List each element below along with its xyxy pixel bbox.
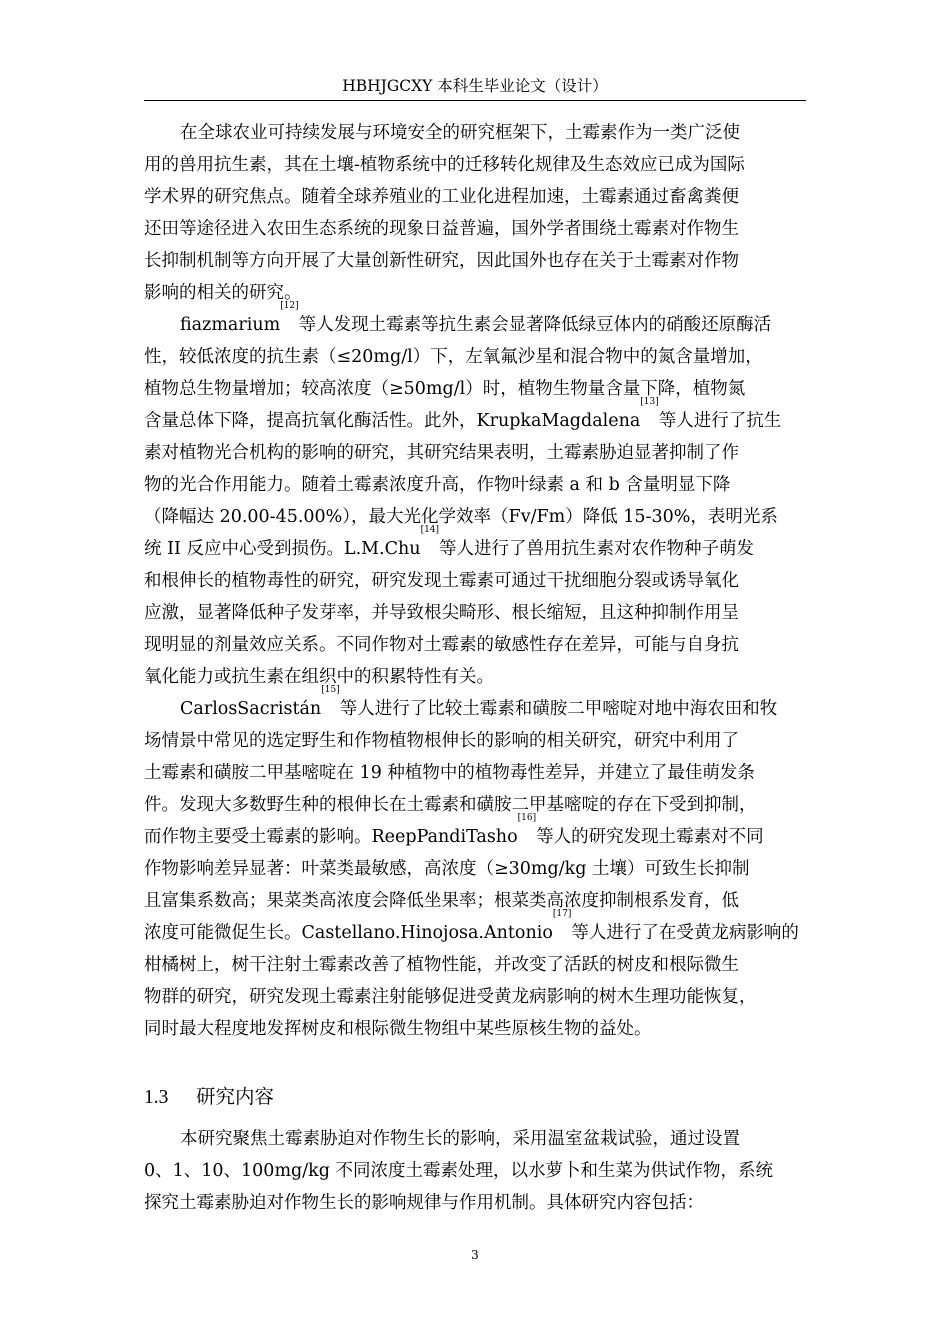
line-text: 素对植物光合机构的影响的研究，其研究结果表明，土霉素胁迫显著抑制了作 (144, 443, 739, 463)
text-line (144, 1123, 806, 1155)
text-line (144, 469, 806, 501)
line-text: fiazmarium (180, 315, 281, 335)
text-line (144, 685, 806, 725)
page-number: 3 (471, 1248, 479, 1262)
text-line (144, 853, 806, 885)
line-text: 作物影响差异显著：叶菜类最敏感，高浓度（≥30mg/kg 土壤）可致生长抑制 (144, 859, 750, 879)
text-line (144, 149, 806, 181)
text-line (144, 437, 806, 469)
line-text: 柑橘树上，树干注射土霉素改善了植物性能，并改变了活跃的树皮和根际微生 (144, 955, 739, 975)
line-text: 等人进行了比较土霉素和磺胺二甲嘧啶对地中海农田和牧 (339, 699, 778, 719)
text-line (144, 981, 806, 1013)
text-line (144, 1155, 806, 1187)
line-text: 场情景中常见的选定野生和作物植物根伸长的影响的相关研究，研究中利用了 (144, 731, 739, 751)
line-text: 浓度可能微促生长。Castellano.Hinojosa.Antonio (144, 923, 553, 943)
line-text: 等人进行了抗生 (658, 411, 782, 431)
line-text: 学术界的研究焦点。随着全球养殖业的工业化进程加速，土霉素通过畜禽粪便 (144, 187, 739, 207)
text-line (144, 213, 806, 245)
line-text: 等人进行了在受黄龙病影响的 (571, 923, 799, 943)
line-text: 等人发现土霉素等抗生素会显著降低绿豆体内的硝酸还原酶活 (298, 315, 772, 335)
text-line (144, 1187, 806, 1219)
section-heading (144, 1082, 274, 1113)
text-line (144, 1013, 806, 1045)
text-line (144, 789, 806, 821)
line-text: 影响的相关的研究。 (144, 283, 302, 303)
line-text: 且富集系数高；果菜类高浓度会降低坐果率；根菜类高浓度抑制根系发育，低 (144, 891, 739, 911)
line-text: 含量总体下降，提高抗氧化酶活性。此外，KrupkaMagdalena (144, 411, 641, 431)
citation-ref: [14] (420, 525, 440, 535)
paragraph (144, 301, 806, 693)
citation-ref: [12] (280, 301, 299, 311)
line-text: 植物总生物量增加；较高浓度（≥50mg/l）时，植物生物量含量下降，植物氮 (144, 379, 746, 399)
line-text: 现明显的剂量效应关系。不同作物对土霉素的敏感性存在差异，可能与自身抗 (144, 635, 739, 655)
line-text: 件。发现大多数野生种的根伸长在土霉素和磺胺二甲基嘧啶的存在下受到抑制， (144, 795, 757, 815)
line-text: 和根伸长的植物毒性的研究，研究发现土霉素可通过干扰细胞分裂或诱导氧化 (144, 571, 739, 591)
text-line (144, 661, 806, 693)
section-number: 1.3 (144, 1087, 169, 1108)
text-line (144, 909, 806, 949)
line-text: 氧化能力或抗生素在组织中的积累特性有关。 (144, 667, 494, 687)
section-body-text (144, 1123, 806, 1219)
citation-ref: [16] (517, 813, 537, 823)
text-line (144, 949, 806, 981)
text-line (144, 525, 806, 565)
text-line (144, 373, 806, 405)
line-text: 长抑制机制等方向开展了大量创新性研究，因此国外也存在关于土霉素对作物 (144, 251, 739, 271)
text-line (144, 277, 806, 309)
line-text: 用的兽用抗生素，其在土壤-植物系统中的迁移转化规律及生态效应已成为国际 (144, 155, 745, 175)
text-line (144, 597, 806, 629)
text-line (144, 757, 806, 789)
text-line (144, 565, 806, 597)
line-text: 而作物主要受土霉素的影响。ReepPandiTasho (144, 827, 518, 847)
line-text: 探究土霉素胁迫对作物生长的影响规律与作用机制。具体研究内容包括： (144, 1193, 704, 1213)
section-title-text: 研究内容 (196, 1085, 275, 1108)
line-text: 土霉素和磺胺二甲基嘧啶在 19 种植物中的植物毒性差异，并建立了最佳萌发条 (144, 763, 755, 783)
line-text: 物的光合作用能力。随着土霉素浓度升高，作物叶绿素 a 和 b 含量明显下降 (144, 475, 731, 495)
line-text: 物群的研究，研究发现土霉素注射能够促进受黄龙病影响的树木生理功能恢复， (144, 987, 757, 1007)
line-text: 应激，显著降低种子发芽率，并导致根尖畸形、根长缩短，且这种抑制作用呈 (144, 603, 739, 623)
text-line (144, 501, 806, 533)
text-line (144, 117, 806, 149)
text-line (144, 885, 806, 917)
line-text: 性，较低浓度的抗生素（≤20mg/l）下，左氧氟沙星和混合物中的氮含量增加， (144, 347, 763, 367)
text-line (144, 629, 806, 661)
line-text: 0、1、10、100mg/kg 不同浓度土霉素处理，以水萝卜和生菜为供试作物，系统 (144, 1161, 773, 1181)
header-rule (144, 100, 806, 101)
text-line (144, 245, 806, 277)
line-text: 等人的研究发现土霉素对不同 (536, 827, 764, 847)
text-line (144, 181, 806, 213)
text-line (144, 397, 806, 437)
citation-ref: [15] (321, 685, 340, 695)
citation-ref: [13] (640, 397, 659, 407)
line-text: 等人进行了兽用抗生素对农作物种子萌发 (439, 539, 755, 559)
text-line (144, 341, 806, 373)
line-text: CarlosSacristán (180, 699, 322, 719)
paragraph (144, 685, 806, 1045)
line-text: （降幅达 20.00-45.00%），最大光化学效率（Fv/Fm）降低 15-30%，表明光系 (144, 507, 778, 527)
line-text: 本研究聚焦土霉素胁迫对作物生长的影响，采用温室盆栽试验，通过设置 (180, 1129, 740, 1149)
line-text: 在全球农业可持续发展与环境安全的研究框架下，土霉素作为一类广泛使 (180, 123, 740, 143)
text-line (144, 301, 806, 341)
citation-ref: [17] (552, 909, 572, 919)
line-text: 同时最大程度地发挥树皮和根际微生物组中某些原核生物的益处。 (144, 1019, 652, 1039)
page-header: HBHJGCXY 本科生毕业论文（设计） (342, 77, 608, 95)
text-line (144, 813, 806, 853)
line-text: 还田等途径进入农田生态系统的现象日益普遍，国外学者围绕土霉素对作物生 (144, 219, 739, 239)
body-text (144, 117, 806, 1045)
line-text: 统 II 反应中心受到损伤。L.M.Chu (144, 539, 421, 559)
text-line (144, 725, 806, 757)
paragraph (144, 117, 806, 309)
